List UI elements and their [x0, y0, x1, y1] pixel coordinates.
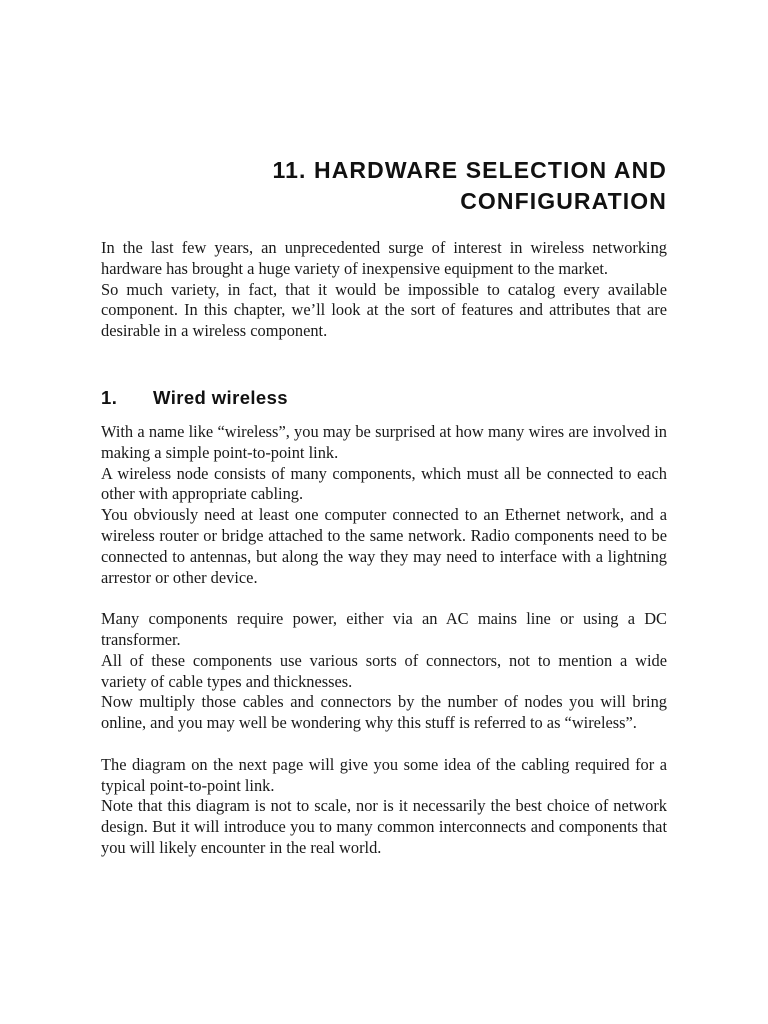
- chapter-title: [147, 155, 667, 217]
- intro-paragraph: So much variety, in fact, that it would be impossible to catalog every available component. In this chapter, we’ll look at the sort of features and attributes that are desirable in a wireless component.: [101, 279, 667, 341]
- body-paragraph: Many components require power, either via an AC mains line or using a DC transformer.: [101, 609, 667, 649]
- chapter-title-line-1: 11. HARDWARE SELECTION AND: [272, 157, 667, 183]
- intro-paragraph: In the last few years, an unprecedented surge of interest in wireless networking hardware has brought a huge variety of inexpensive equipment to the market.: [101, 238, 667, 278]
- body-paragraph: The diagram on the next page will give you some idea of the cabling required for a typical point-to-point link.: [101, 754, 667, 795]
- body-paragraph: With a name like “wireless”, you may be surprised at how many wires are involved in making a simple point-to-point link.: [101, 422, 667, 462]
- section-number: 1.: [101, 387, 118, 408]
- intro-text: [101, 238, 667, 342]
- section-title: Wired wireless: [153, 387, 288, 408]
- body-paragraph: Now multiply those cables and connectors by the number of nodes you will bring online, and you may well be wondering why this stuff is referred to as “wireless”.: [101, 692, 667, 733]
- section-body: [101, 422, 667, 859]
- body-paragraph: Note that this diagram is not to scale, nor is it necessarily the best choice of network design. But it will introduce you to many common interconnects and components that you will likely encounter in the real world.: [101, 796, 667, 857]
- section-heading: [101, 386, 288, 410]
- chapter-title-line-2: CONFIGURATION: [460, 188, 667, 214]
- body-paragraph: You obviously need at least one computer connected to an Ethernet network, and a wireless router or bridge attached to the same network. Radio components need to be connected to antennas, but along the way they may need to interface with a lightning arrestor or other device.: [101, 505, 667, 587]
- body-paragraph: A wireless node consists of many components, which must all be connected to each other with appropriate cabling.: [101, 463, 667, 504]
- body-paragraph: All of these components use various sorts of connectors, not to mention a wide variety of cable types and thicknesses.: [101, 650, 667, 691]
- paragraph-gap: [101, 734, 667, 755]
- paragraph-gap: [101, 588, 667, 609]
